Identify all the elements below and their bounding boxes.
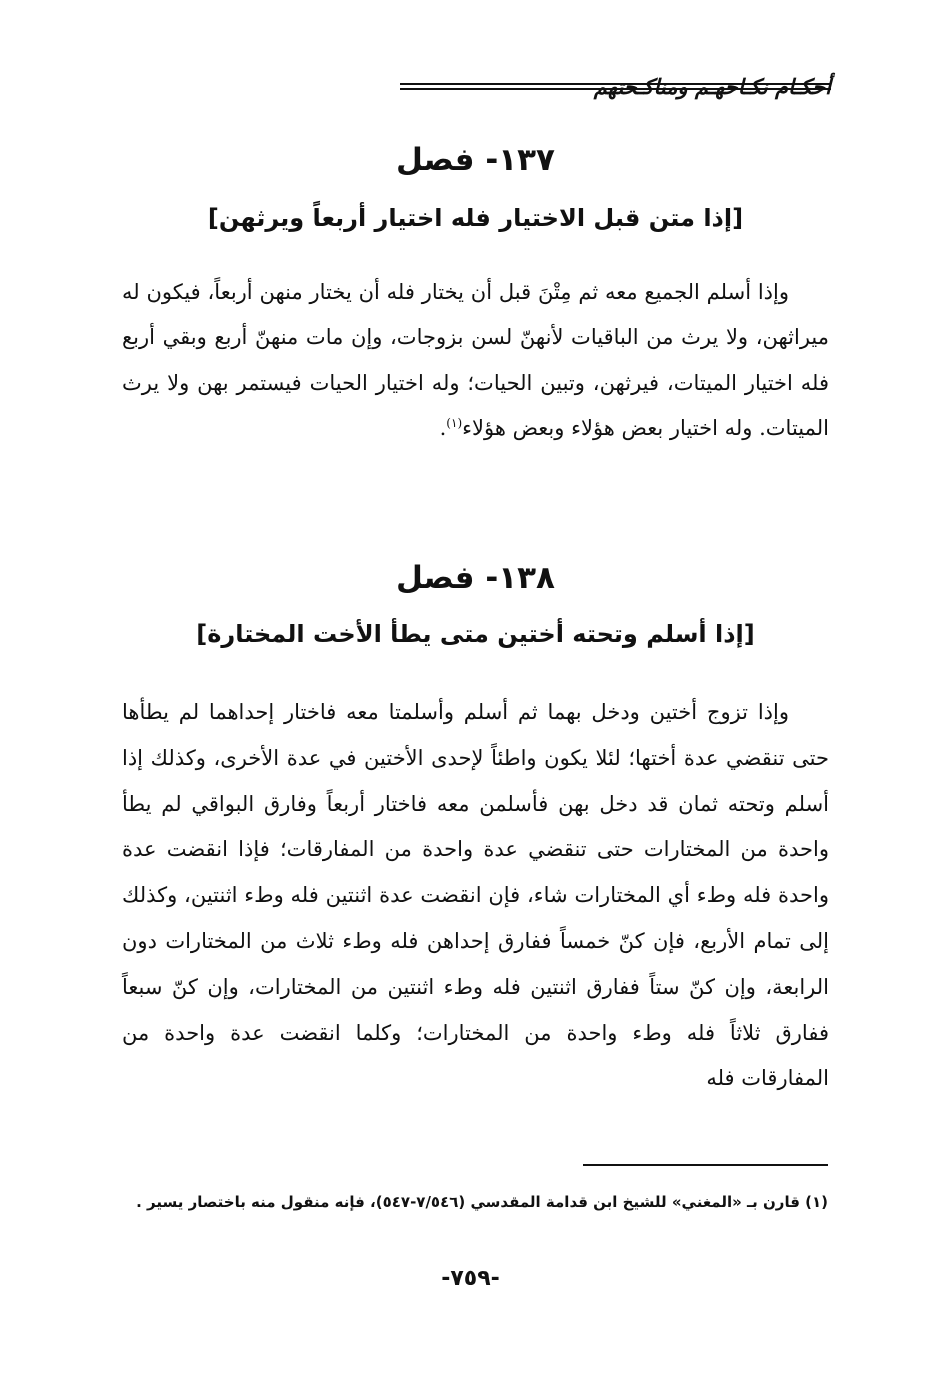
section-137-paragraph (122, 270, 829, 451)
header-double-rule (400, 83, 831, 90)
section-138-subheading: [إذا أسلم وتحته أختين متى يطأ الأخت المختارة] (196, 620, 755, 648)
section-137-subheading: [إذا متن قبل الاختيار فله اختيار أربعاً ويرثهن] (207, 204, 744, 232)
section-137-paragraph-end: . (439, 415, 447, 440)
section-137-heading: ١٣٧- فصل (396, 142, 555, 178)
footnote-reference-1: (١) (446, 415, 463, 430)
section-137-paragraph-text: وإذا أسلم الجميع معه ثم مِتْنَ قبل أن يختار فله أن يختار منهن أربعاً، فيكون له ميراثهن، ولا يرث من الباقيات لأنهنّ لسن بزوجات، وإن مات منهنّ أربع وبقي أربع فله اختيار الميتات، فيرثهن، وتبين الحيات؛ وله اختيار الحيات فيستمر بهن ولا يرث الميتات. وله اختيار بعض هؤلاء وبعض هؤلاء (122, 280, 829, 440)
footnote: (١) قارن بـ «المغني» للشيخ ابن قدامة المقدسي (٧/٥٤٦-٥٤٧)، فإنه منقول منه باختصار يسير . (136, 1193, 828, 1211)
section-138-paragraph: وإذا تزوج أختين ودخل بهما ثم أسلم وأسلمتا معه فاختار إحداهما لم يطأها حتى تنقضي عدة أختها؛ لئلا يكون واطئاً لإحدى الأختين في عدة الأخرى، وكذلك إذا أسلم وتحته ثمان قد دخل بهن فأسلمن معه فاختار أربعاً وفارق البواقي لم يطأ واحدة من المختارات حتى تنقضي عدة واحدة من المفارقات؛ فإذا انقضت عدة واحدة فله وطء أي المختارات شاء، فإن انقضت عدة اثنتين فله وطء اثنتين، وكذلك إلى تمام الأربع، فإن كنّ خمساً ففارق إحداهن فله وطء ثلاث من المختارات دون الرابعة، وإن كنّ ستاً ففارق اثنتين فله وطء اثنتين من المختارات، وإن كنّ سبعاً ففارق ثلاثاً فله وطء واحدة من المختارات؛ وكلما انقضت عدة واحدة من المفارقات فله (122, 700, 829, 1091)
section-138-heading: ١٣٨- فصل (396, 560, 555, 596)
running-header-title: أحكـام نكـاحهـم ومناكـحتهم (593, 75, 831, 99)
footnote-separator-rule (583, 1164, 828, 1166)
page-number: -٧٥٩- (441, 1266, 500, 1291)
running-header (120, 72, 831, 102)
